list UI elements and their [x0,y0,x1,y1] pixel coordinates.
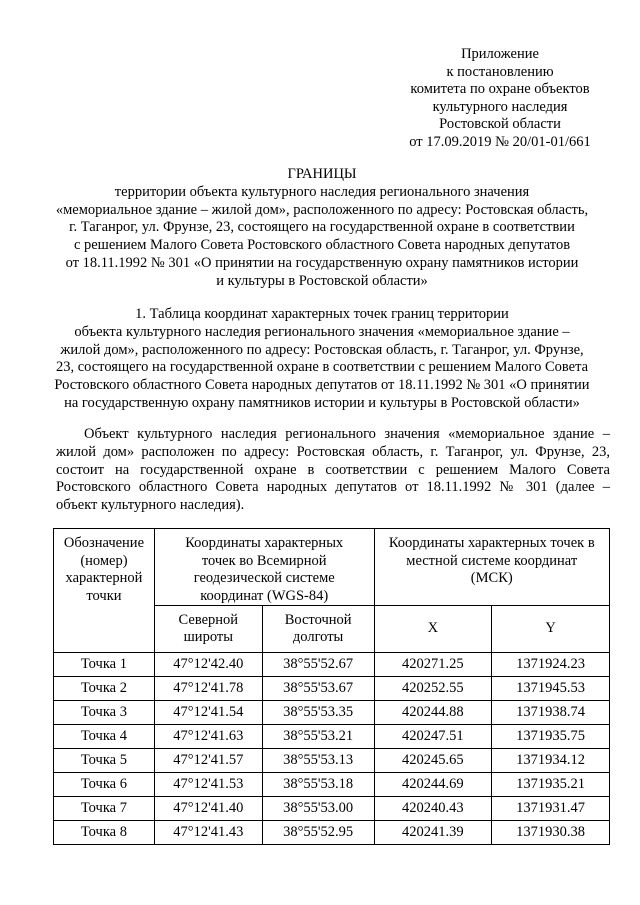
title-line: от 18.11.1992 № 301 «О принятии на государственную охрану памятников истории [65,254,579,271]
cell-x: 420247.51 [374,725,492,749]
cell-latitude: 47°12'41.43 [154,821,262,845]
cell-x: 420241.39 [374,821,492,845]
header-text: характерной [65,570,143,586]
header-point-designation [54,529,155,653]
section-line: Ростовского областного Совета народных депутатов от 18.11.1992 № 301 «О принятии [54,377,590,394]
cell-x: 420245.65 [374,749,492,773]
header-msk [374,529,610,606]
header-text: местной системе координат [406,552,578,569]
table-header-row [54,529,610,606]
header-text: Координаты характерных точек в [388,535,595,551]
cell-y: 1371931.47 [492,797,610,821]
cell-y: 1371934.12 [492,749,610,773]
header-y: Y [492,606,610,653]
table-row [54,725,610,749]
section-line: 1. Таблица координат характерных точек границ территории [135,306,509,322]
cell-longitude: 38°55'53.67 [262,677,374,701]
cell-longitude: 38°55'53.00 [262,797,374,821]
paragraph-line: Объект культурного наследия регионального значения «мемориальное здание – [84,426,610,442]
title-line: с решением Малого Совета Ростовского областного Совета народных депутатов [73,237,571,254]
cell-y: 1371935.21 [492,773,610,797]
header-x: X [374,606,492,653]
section-line: 23, состоящего на государственной охране в соответствии с решением Малого Совета [55,359,589,376]
paragraph-line: Ростовского областного Совета народных депутатов от 18.11.1992 № 301 (далее – [56,479,610,496]
cell-point: Точка 7 [54,797,155,821]
table-row [54,797,610,821]
header-text: Координаты характерных [185,535,344,551]
cell-longitude: 38°55'53.21 [262,725,374,749]
cell-point: Точка 6 [54,773,155,797]
cell-latitude: 47°12'41.78 [154,677,262,701]
cell-longitude: 38°55'53.35 [262,701,374,725]
coordinates-table [53,528,610,845]
appendix-line: к постановлению [446,63,554,80]
header-text: точки [86,587,122,604]
document-title [30,166,614,291]
table-row [54,653,610,677]
cell-x: 420271.25 [374,653,492,677]
table-row [54,677,610,701]
title-line: территории объекта культурного наследия регионального значения [114,183,530,200]
header-text: (МСК) [470,570,513,586]
header-text: геодезической системе [193,570,335,586]
header-text: Северной [178,611,239,628]
cell-point: Точка 1 [54,653,155,677]
appendix-line: Приложение [461,46,539,62]
table-row [54,749,610,773]
cell-latitude: 47°12'41.40 [154,797,262,821]
cell-latitude: 47°12'41.53 [154,773,262,797]
cell-longitude: 38°55'52.67 [262,653,374,677]
cell-x: 420252.55 [374,677,492,701]
cell-point: Точка 3 [54,701,155,725]
cell-latitude: 47°12'41.54 [154,701,262,725]
title-line: «мемориальное здание – жилой дом», расположенного по адресу: Ростовская область, [55,201,589,218]
appendix-line: от 17.09.2019 № 20/01-01/661 [409,133,591,150]
header-wgs84 [154,529,374,606]
section-line: жилой дом», расположенного по адресу: Ростовская область, г. Таганрог, ул. Фрунзе, [60,341,584,358]
cell-y: 1371945.53 [492,677,610,701]
header-text: координат (WGS-84) [200,587,329,604]
table-row [54,821,610,845]
section-heading [30,306,614,413]
cell-latitude: 47°12'42.40 [154,653,262,677]
cell-point: Точка 8 [54,821,155,845]
title-line: и культуры в Ростовской области» [216,272,428,289]
cell-point: Точка 5 [54,749,155,773]
paragraph-line: жилой дом» расположен по адресу: Ростовская область, г. Таганрог, ул. Фрунзе, 23, [56,443,610,460]
header-east-longitude [262,606,374,653]
cell-y: 1371938.74 [492,701,610,725]
header-text: широты [183,629,233,645]
cell-x: 420244.69 [374,773,492,797]
cell-x: 420244.88 [374,701,492,725]
section-line: на государственную охрану памятников истории и культуры в Ростовской области» [64,394,580,411]
paragraph-line: объект культурного наследия). [56,497,245,514]
cell-longitude: 38°55'52.95 [262,821,374,845]
cell-point: Точка 4 [54,725,155,749]
header-text: Обозначение [63,535,145,551]
cell-latitude: 47°12'41.57 [154,749,262,773]
cell-point: Точка 2 [54,677,155,701]
cell-y: 1371935.75 [492,725,610,749]
appendix-block [380,46,620,152]
section-line: объекта культурного наследия регионального значения «мемориальное здание – [74,323,570,340]
cell-latitude: 47°12'41.63 [154,725,262,749]
appendix-line: комитета по охране объектов [410,81,590,98]
body-paragraph [56,426,610,515]
cell-longitude: 38°55'53.18 [262,773,374,797]
cell-y: 1371924.23 [492,653,610,677]
table-row [54,773,610,797]
header-north-latitude [154,606,262,653]
header-text: Восточной [284,611,352,628]
header-text: (номер) [80,552,128,569]
header-text: долготы [292,629,344,645]
cell-y: 1371930.38 [492,821,610,845]
title-heading: ГРАНИЦЫ [287,166,357,182]
header-text: точек во Всемирной [201,552,327,569]
appendix-line: Ростовской области [439,116,561,133]
cell-x: 420240.43 [374,797,492,821]
table-row [54,701,610,725]
appendix-line: культурного наследия [432,98,568,115]
cell-longitude: 38°55'53.13 [262,749,374,773]
paragraph-line: состоит на государственной охране в соответствии с решением Малого Совета [56,461,610,478]
title-line: г. Таганрог, ул. Фрунзе, 23, состоящего на государственной охране в соответствии [69,219,575,236]
